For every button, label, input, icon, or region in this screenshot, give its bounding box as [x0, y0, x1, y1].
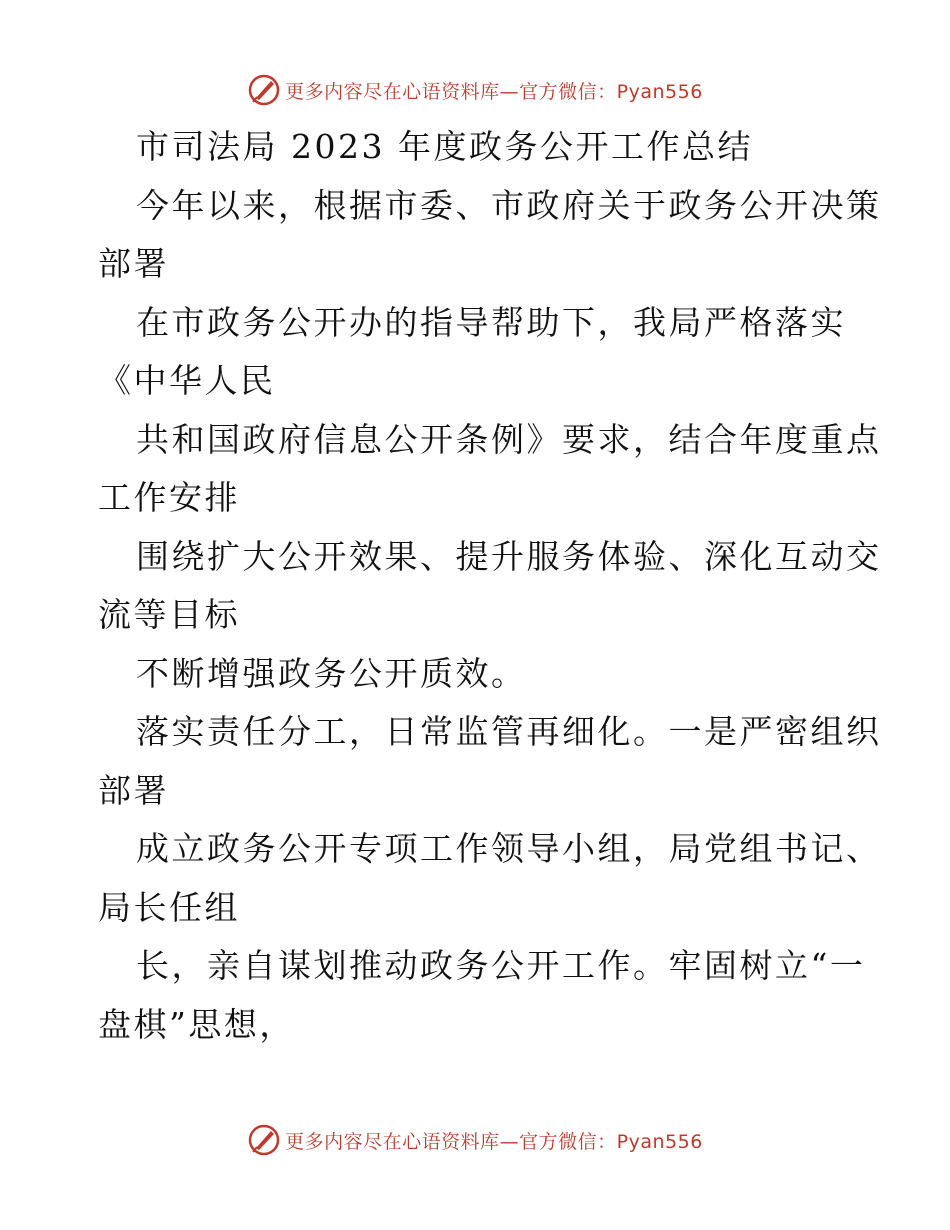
paragraph-line: 流等目标	[98, 595, 240, 634]
paragraph-line: 长，亲自谋划推动政务公开工作。牢固树立“一	[136, 946, 866, 985]
paragraph-line: 成立政务公开专项工作领导小组，局党组书记、	[136, 829, 882, 868]
footer-banner-text: 更多内容尽在心语资料库—官方微信：Pyan556	[285, 1130, 703, 1153]
document-body	[98, 118, 882, 1054]
paragraph-line: 局长任组	[98, 887, 240, 927]
quill-logo-icon	[247, 1123, 281, 1157]
header-banner-text: 更多内容尽在心语资料库—官方微信：Pyan556	[285, 80, 703, 103]
paragraph-line: 部署	[98, 244, 169, 283]
paragraph-line: 共和国政府信息公开条例》要求，结合年度重点	[136, 419, 882, 459]
document-title: 市司法局 2023 年度政务公开工作总结	[136, 127, 753, 166]
paragraph-line: 盘棋”思想，	[98, 1004, 295, 1044]
footer-banner	[0, 1120, 950, 1160]
quill-logo-icon	[247, 73, 281, 107]
paragraph-line: 《中华人民	[98, 361, 276, 400]
header-banner	[0, 70, 950, 110]
paragraph-line: 今年以来，根据市委、市政府关于政务公开决策	[136, 185, 882, 225]
paragraph-line: 落实责任分工，日常监管再细化。一是严密组织	[136, 712, 882, 751]
paragraph-line: 在市政务公开办的指导帮助下，我局严格落实	[136, 302, 846, 342]
paragraph-line: 部署	[98, 770, 169, 810]
paragraph-line: 工作安排	[98, 478, 240, 517]
paragraph-line: 围绕扩大公开效果、提升服务体验、深化互动交	[136, 536, 882, 576]
paragraph-line: 不断增强政务公开质效。	[136, 653, 527, 693]
